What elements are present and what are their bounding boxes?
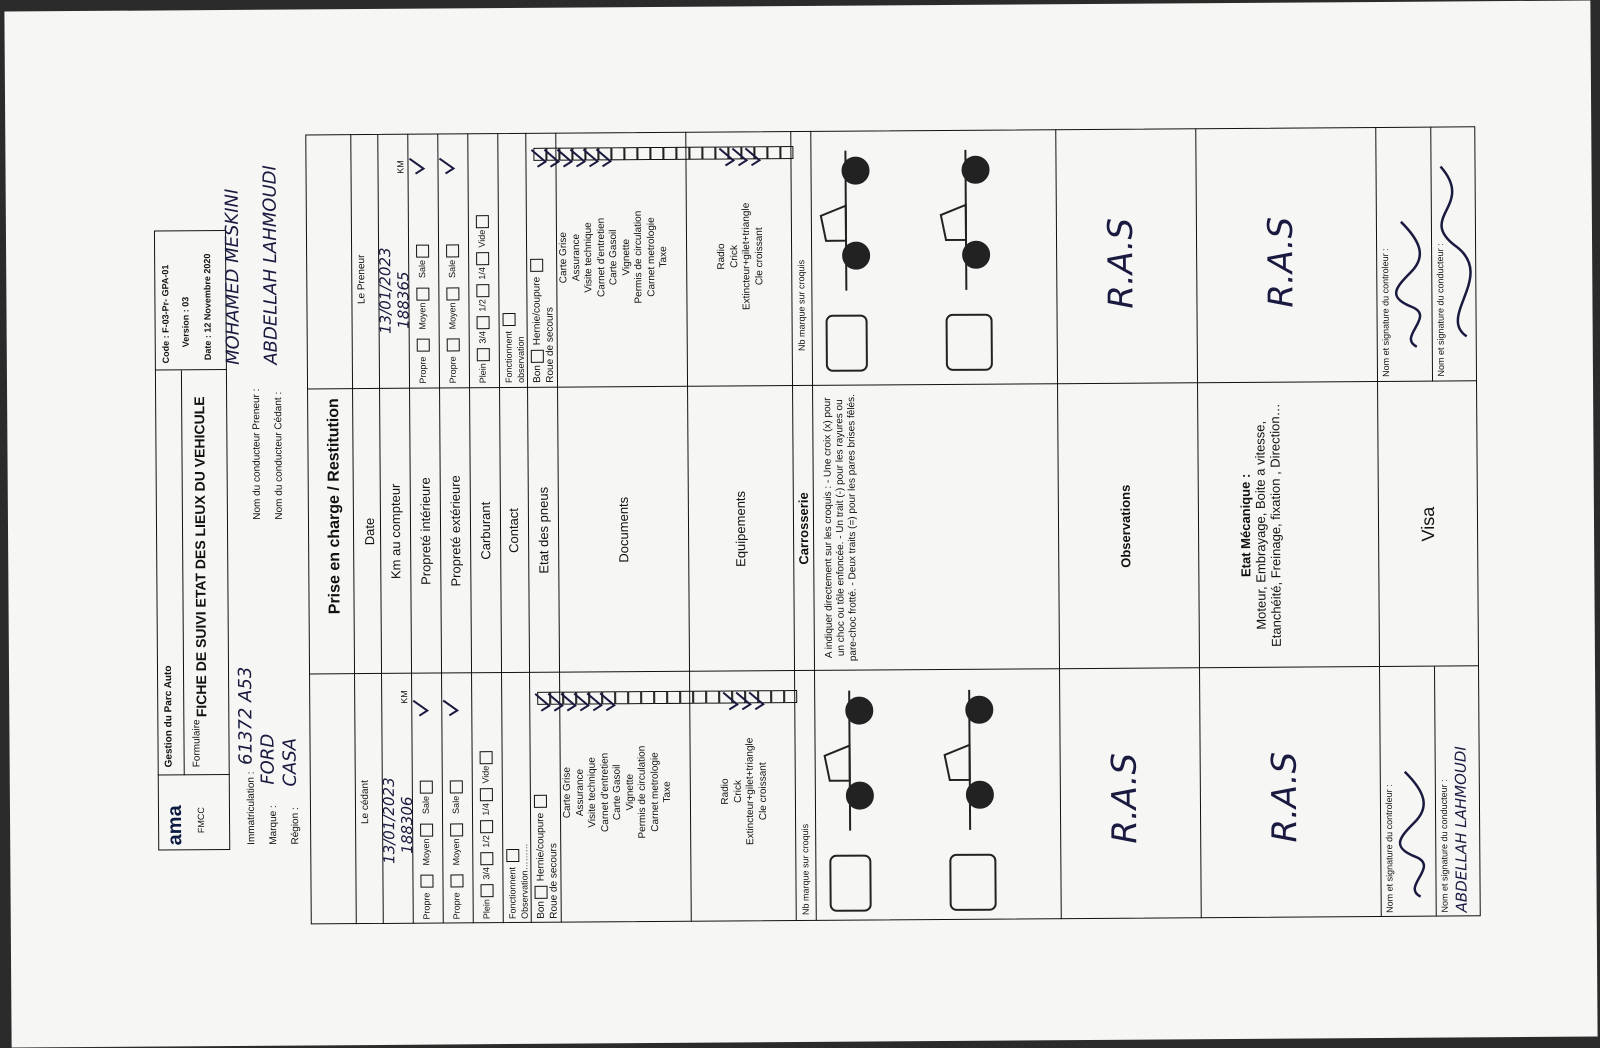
obs-preneur: R.A.S [1100,217,1142,309]
preneur-ext-options: Propre Moyen Sale [446,243,460,384]
preneur-int-options: Propre Moyen Sale [416,243,430,384]
preneur-contact: Fonctionnent observation [503,311,527,383]
row-contact: Contact [505,508,522,553]
col-cedant: Le cédant [359,780,372,825]
preneur-value: MOHAMED MESKINI [221,188,244,366]
preneur-nb-croquis: Nb marque sur croquis [796,259,807,352]
row-proprete-int: Propreté intérieure [417,477,434,586]
car-sketch-preneur [815,129,1052,381]
cedant-int-options: Propre Moyen Sale [420,779,434,920]
cedant-fuel-options: Plein 3/4 1/2 1/4 Vide [480,749,494,920]
marque-label: Marque : [267,805,280,845]
doc-code: Code : F-03-Pr- GPA-01 [160,264,171,364]
form-title: FICHE DE SUIVI ETAT DES LIEUX DU VEHICULE [191,396,210,718]
car-sketch-cedant [819,669,1056,921]
doc-date: Date : 12 Novembre 2020 [202,253,213,361]
cedant-km-unit: KM [399,690,410,704]
brand-sub: FMCC [195,807,207,834]
row-equipements: Equipements [732,490,749,567]
cedant-value: ABDELLAH LAHMOUDI [259,165,282,365]
immat-label: Immatriculation : [245,771,258,845]
obs-cedant: R.A.S [1104,752,1146,844]
row-proprete-ext: Propreté extérieure [447,475,464,587]
preneur-equipments: Radio Crick Extincteur+gilet+triangle Cle croissant [716,202,765,311]
cedant-label: Nom du conducteur Cédant : [273,391,285,520]
preneur-date: 13/01/2023 [376,247,395,334]
row-mecanique: Etat Mécanique : Moteur, Embrayage, Boite a vitesse, Etanchéité, Freinage, fixation , Direction… [1237,403,1284,648]
cedant-ext-options: Propre Moyen Sale [450,779,464,920]
row-documents: Documents [615,496,632,563]
row-visa: Visa [1417,506,1439,542]
preneur-km-unit: KM [395,160,406,174]
cedant-equipments: Radio Crick Extincteur+gilet+triangle Cle croissant [719,737,769,846]
signature-scribbles [1385,116,1511,937]
preneur-pneus: Bon Hernie/coupure Roue de secours [530,257,557,383]
meca-preneur: R.A.S [1260,216,1302,308]
cedant-conducteur-name: ABDELLAH LAHMOUDI [1451,746,1471,913]
marque-value: FORD [257,733,279,785]
cedant-nb-croquis: Nb marque sur croquis [800,823,811,916]
cedant-km: 188306 [397,796,417,854]
row-pneus: Etat des pneus [535,486,552,574]
cedant-documents: Carte Grise Assurance Visite technique Carnet d'entretien Carte Gasoil Vignette Permis de circulation Carnet metrologie Taxe [561,745,673,839]
meca-cedant: R.A.S [1264,751,1306,843]
doc-version: Version : 03 [180,296,191,348]
preneur-km: 188365 [394,271,413,329]
preneur-fuel-options: Plein 3/4 1/2 1/4 Vide [476,213,490,384]
carrosserie-instructions: A indiquer directement sur les croquis : - Une croix (x) pour un choc ou tôle enfoncée. - Un trait (-) pour les rayures ou pare-choc frotté. - Deux traits (=) pour les pares brises fêlés. [822,394,859,662]
preneur-controleur-label: Nom et signature du controleur : [1380,248,1391,377]
org-name: Gestion du Parc Auto [162,665,175,768]
vehicle-inspection-form [145,116,1531,946]
row-carburant: Carburant [477,501,494,560]
immat-value: 61372 A53 [234,666,257,765]
form-type: Formulaire [191,719,203,768]
section-title: Prise en charge / Restitution [325,398,344,615]
region-value: CASA [279,737,301,787]
row-carrosserie: Carrosserie [795,492,812,565]
col-preneur: Le Preneur [356,254,368,305]
row-observations: Observations [1117,484,1134,568]
preneur-conducteur-label: Nom et signature du conducteur : [1435,243,1446,377]
cedant-contact: Fonctionnent Observation……… [507,843,530,920]
cedant-conducteur-label: Nom et signature du conducteur : [1438,779,1450,913]
brand-logo: ama [163,805,187,846]
row-date: Date [361,517,378,546]
preneur-documents: Carte Grise Assurance Visite technique Carnet d'entretien Carte Gasoil Vignette Permis de circulation Carnet metrologie Taxe [557,210,670,304]
cedant-pneus: Bon Hernie/coupure Roue de secours [534,793,561,919]
cedant-date: 13/01/2023 [379,777,399,864]
cedant-controleur-label: Nom et signature du controleur : [1383,784,1395,913]
handwritten-check-marks [145,121,851,946]
region-label: Région : [289,807,302,845]
paper-sheet [4,0,1597,1047]
preneur-label: Nom du conducteur Preneur : [251,388,263,520]
row-km: Km au compteur [387,483,404,580]
